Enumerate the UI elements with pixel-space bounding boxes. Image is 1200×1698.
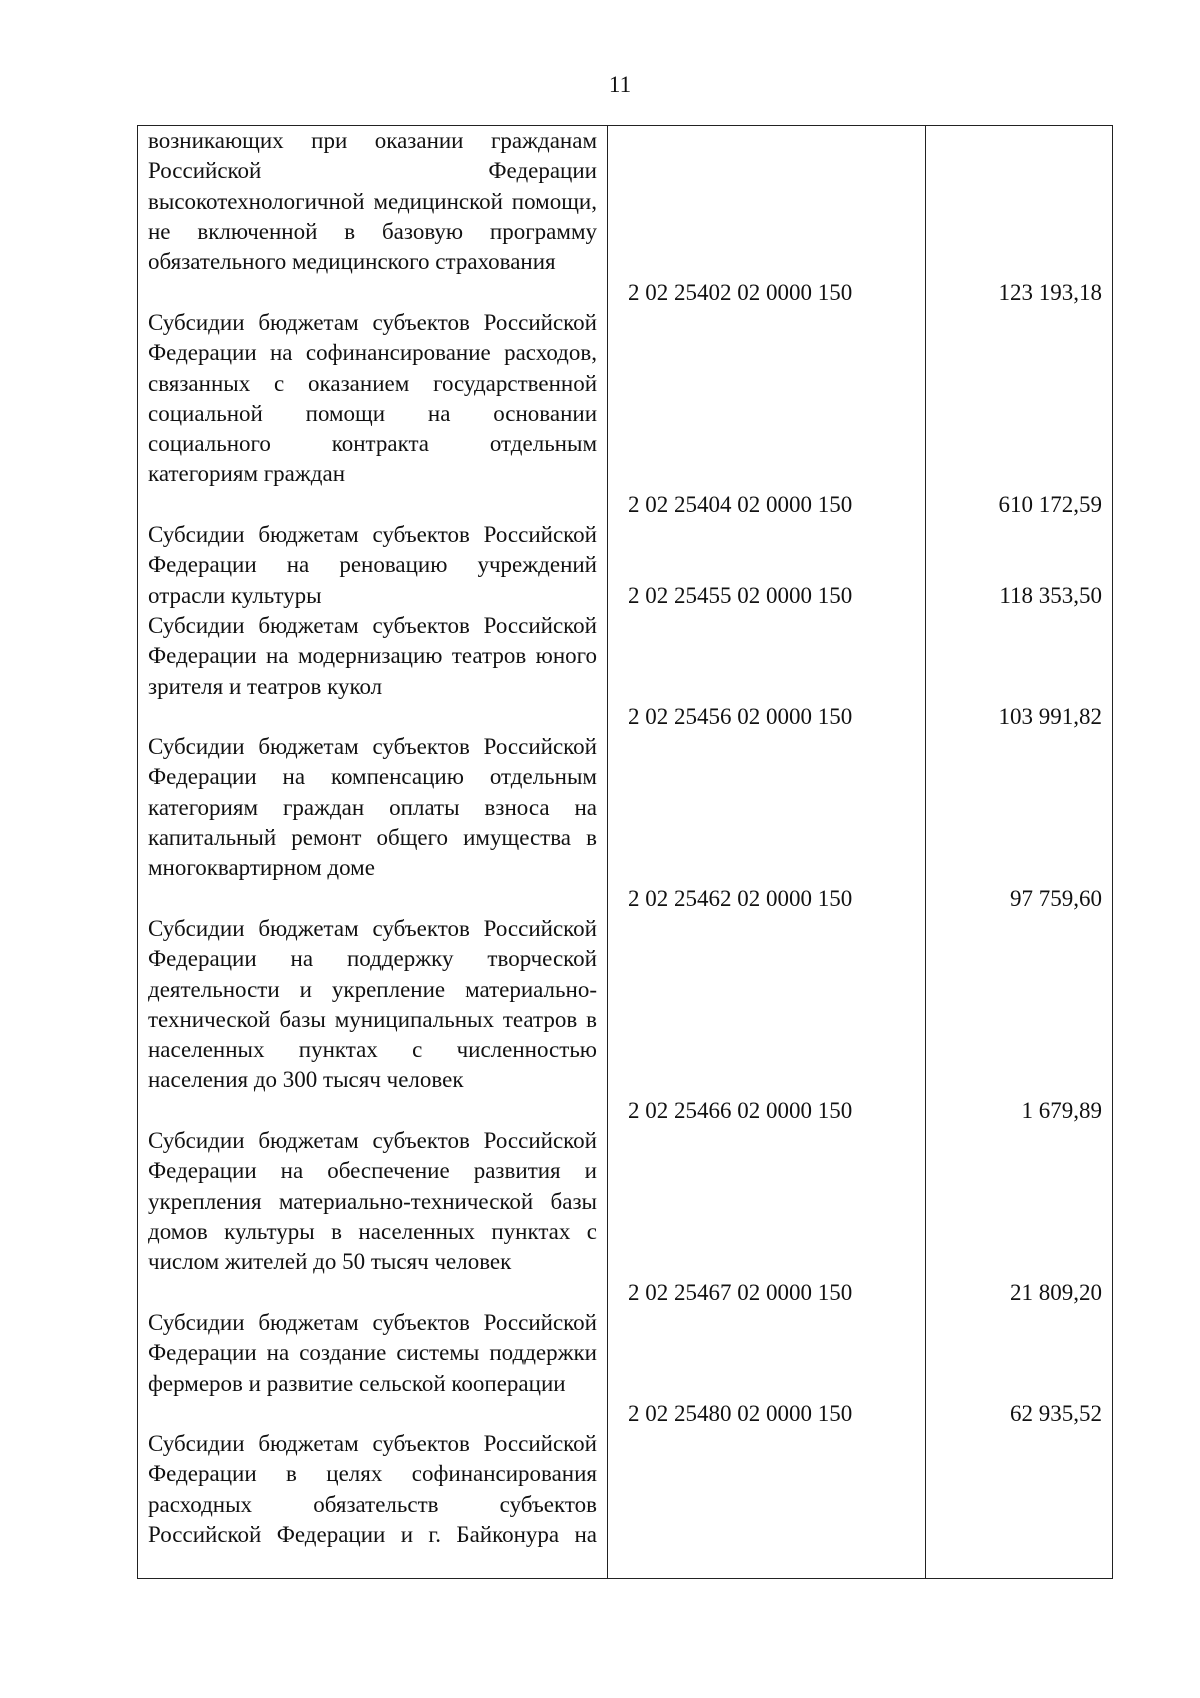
- table-row: [138, 1126, 1114, 1308]
- row-description: Субсидии бюджетам субъектов Российской Федерации на поддержку творческой деятельности и укрепление материально-технической базы муниципальных театров в населенных пунктах с численностью населения до 300 тысяч человек: [148, 916, 597, 1093]
- row-amount: 97 759,60: [1010, 885, 1102, 911]
- row-code: 2 02 25466 02 0000 150: [628, 1097, 853, 1123]
- table-row: [138, 914, 1114, 1126]
- table-row: [138, 611, 1114, 732]
- row-code: 2 02 25462 02 0000 150: [628, 885, 853, 911]
- row-code: 2 02 25402 02 0000 150: [628, 279, 853, 305]
- row-description: Субсидии бюджетам субъектов Российской Федерации на обеспечение развития и укрепления материально-технической базы домов культуры в населенных пунктах с числом жителей до 50 тысяч человек: [148, 1128, 597, 1275]
- page-number: 11: [608, 72, 632, 97]
- row-amount: 21 809,20: [1010, 1279, 1102, 1305]
- table-row: [138, 1429, 1114, 1579]
- row-amount: 610 172,59: [998, 491, 1102, 517]
- row-amount: 62 935,52: [1010, 1400, 1102, 1426]
- row-description: Субсидии бюджетам субъектов Российской Федерации на компенсацию отдельным категориям граждан оплаты взноса на капитальный ремонт общего имущества в многоквартирном доме: [148, 734, 597, 881]
- table-row: [138, 1308, 1114, 1429]
- table-row: [138, 520, 1114, 611]
- row-code: 2 02 25467 02 0000 150: [628, 1279, 853, 1305]
- row-description: Субсидии бюджетам субъектов Российской Федерации на модернизацию театров юного зрителя и театров кукол: [148, 613, 597, 699]
- row-description: Субсидии бюджетам субъектов Российской Федерации на реновацию учреждений отрасли культуры: [148, 522, 597, 608]
- budget-table: [137, 125, 1113, 1579]
- row-code: 2 02 25480 02 0000 150: [628, 1400, 853, 1426]
- row-description: Субсидии бюджетам субъектов Российской Федерации в целях софинансирования расходных обязательств субъектов Российской Федерации и г. Байконура на: [148, 1431, 597, 1547]
- row-amount: 103 991,82: [998, 703, 1102, 729]
- row-code: 2 02 25456 02 0000 150: [628, 703, 853, 729]
- row-description: возникающих при оказании гражданам Российской Федерации высокотехнологичной медицинской помощи, не включенной в базовую программу обязательного медицинского страхования: [148, 128, 597, 275]
- row-amount: 1 679,89: [1021, 1097, 1102, 1123]
- row-description: Субсидии бюджетам субъектов Российской Федерации на создание системы поддержки фермеров и развитие сельской кооперации: [148, 1310, 597, 1396]
- table-row: [138, 732, 1114, 914]
- row-code: 2 02 25455 02 0000 150: [628, 582, 853, 608]
- table-row: [138, 308, 1114, 520]
- row-amount: 123 193,18: [998, 279, 1102, 305]
- table-row: [138, 126, 1114, 308]
- row-amount: 118 353,50: [999, 582, 1102, 608]
- row-code: 2 02 25404 02 0000 150: [628, 491, 853, 517]
- row-description: Субсидии бюджетам субъектов Российской Федерации на софинансирование расходов, связанных с оказанием государственной социальной помощи на основании социального контракта отдельным категориям граждан: [148, 310, 597, 487]
